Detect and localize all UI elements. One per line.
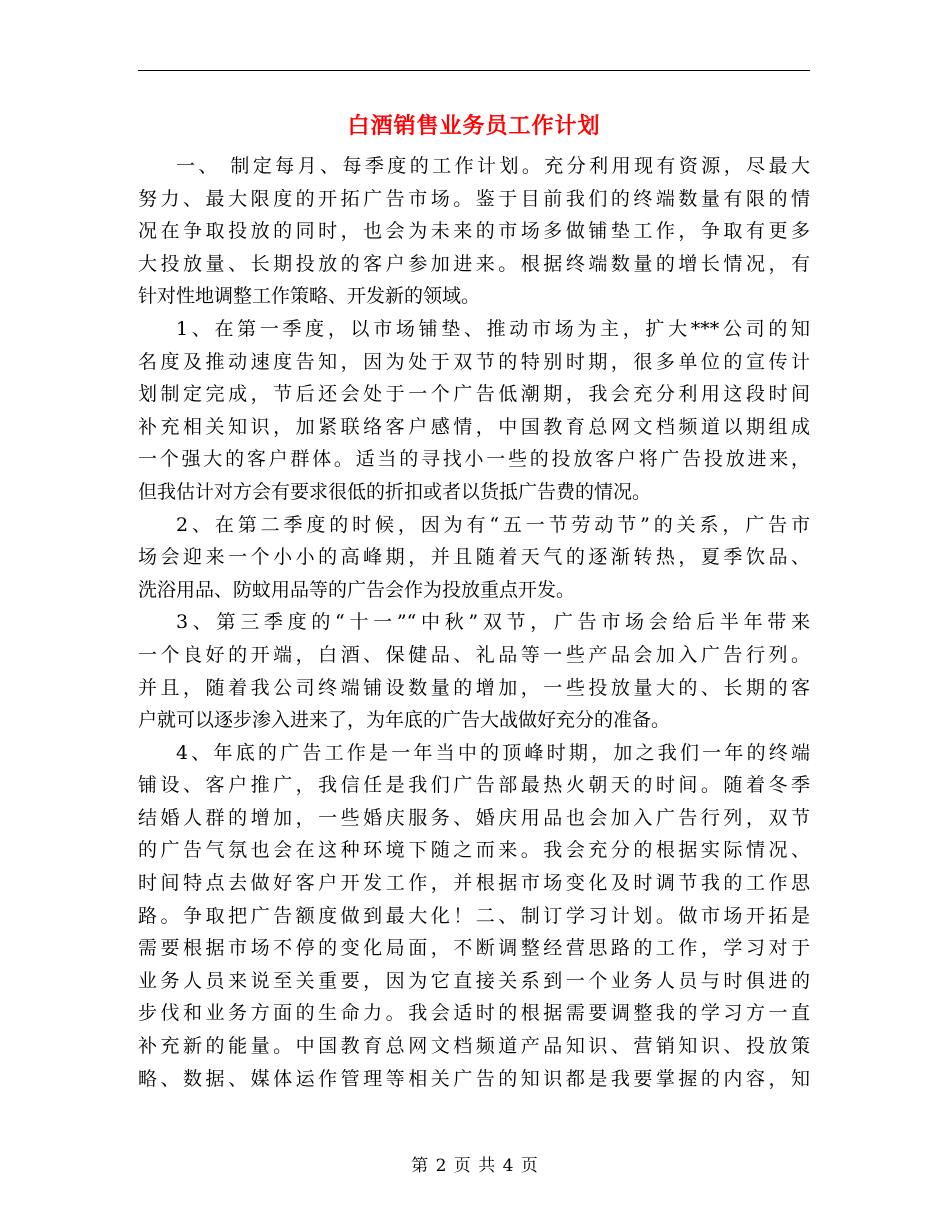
body-line: 一个强大的客户群体。适当的寻找小一些的投放客户将广告投放进来，	[138, 448, 810, 471]
body-line: 2、在第二季度的时候，因为有“五一节劳动节”的关系，广告市	[176, 513, 810, 536]
body-line: 补充相关知识，加紧联络客户感情，中国教育总网文档频道以期组成	[138, 415, 810, 438]
body-line: 但我估计对方会有要求很低的折扣或者以货抵广告费的情况。	[138, 480, 652, 503]
body-line: 划制定完成，节后还会处于一个广告低潮期，我会充分利用这段时间	[138, 383, 810, 406]
body-line: 户就可以逐步渗入进来了，为年底的广告大战做好充分的准备。	[138, 709, 671, 732]
body-line: 努力、最大限度的开拓广告市场。鉴于目前我们的终端数量有限的情	[138, 187, 810, 210]
body-line: 洗浴用品、防蚊用品等的广告会作为投放重点开发。	[138, 578, 576, 601]
body-line: 结婚人群的增加，一些婚庆服务、婚庆用品也会加入广告行列，双节	[138, 806, 810, 829]
body-line: 并且，随着我公司终端铺设数量的增加，一些投放量大的、长期的客	[138, 676, 810, 699]
body-line: 业务人员来说至关重要，因为它直接关系到一个业务人员与时俱进的	[138, 969, 810, 992]
header-rule	[138, 70, 810, 71]
body-line: 名度及推动速度告知，因为处于双节的特别时期，很多单位的宣传计	[138, 350, 810, 373]
document-title: 白酒销售业务员工作计划	[347, 113, 601, 139]
body-line: 针对性地调整工作策略、开发新的领域。	[138, 285, 481, 308]
body-line: 铺设、客户推广，我信任是我们广告部最热火朝天的时间。随着冬季	[138, 774, 810, 797]
body-line: 略、数据、媒体运作管理等相关广告的知识都是我要掌握的内容，知	[138, 1067, 810, 1090]
body-line: 路。争取把广告额度做到最大化！二、制订学习计划。做市场开拓是	[138, 904, 810, 927]
body-line: 步伐和业务方面的生命力。我会适时的根据需要调整我的学习方一直	[138, 1002, 810, 1025]
body-line: 3、第三季度的“十一”“中秋”双节，广告市场会给后半年带来	[176, 611, 810, 634]
body-line: 一个良好的开端，白酒、保健品、礼品等一些产品会加入广告行列。	[138, 643, 810, 666]
body-line: 时间特点去做好客户开发工作，并根据市场变化及时调节我的工作思	[138, 872, 810, 895]
body-line: 一、 制定每月、每季度的工作计划。充分利用现有资源，尽最大	[176, 155, 810, 177]
page-number-footer: 第 2 页 共 4 页	[411, 1156, 539, 1176]
body-line: 况在争取投放的同时，也会为未来的市场多做铺垫工作，争取有更多	[138, 220, 810, 243]
body-line: 场会迎来一个小小的高峰期，并且随着天气的逐渐转热，夏季饮品、	[138, 546, 810, 569]
document-body	[138, 150, 810, 1095]
body-line: 补充新的能量。中国教育总网文档频道产品知识、营销知识、投放策	[138, 1035, 810, 1058]
body-line: 需要根据市场不停的变化局面，不断调整经营思路的工作，学习对于	[138, 937, 810, 960]
body-line: 1、在第一季度，以市场铺垫、推动市场为主，扩大***公司的知	[176, 317, 810, 340]
body-line: 大投放量、长期投放的客户参加进来。根据终端数量的增长情况，有	[138, 252, 810, 275]
body-line: 的广告气氛也会在这种环境下随之而来。我会充分的根据实际情况、	[138, 839, 810, 862]
body-line: 4、年底的广告工作是一年当中的顶峰时期，加之我们一年的终端	[176, 741, 810, 764]
